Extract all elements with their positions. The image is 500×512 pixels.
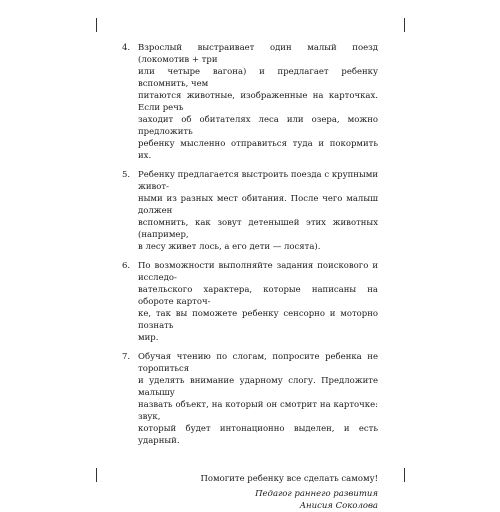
signature-name: Анисия Соколова [299,501,378,511]
crop-mark-bottom-left [96,468,97,482]
item-text: По возможности выполняйте задания поискового и исследо- вательского характера, которые написаны на обороте карточ- ке, так вы поможете ребенку сенсорно и моторно познать мир. [138,261,378,343]
item-number: 4. [122,43,131,53]
signature-role: Педагог раннего развития [255,489,378,499]
page-content [122,42,378,512]
crop-mark-top-left [96,18,97,32]
closing-line: Помогите ребенку все сделать самому! [200,474,378,484]
item-text: Взрослый выстраивает один малый поезд (локомотив + три или четыре вагона) и предлагает ребенку вспомнить, чем питаются животные, изображенные на карточках. Если речь заходит об обитателях леса или озера, можно предложить ребенку мысленно отправиться туда и покормить их. [138,43,378,161]
item-number: 5. [122,170,131,180]
list-item [122,260,378,344]
crop-mark-bottom-right [404,468,405,482]
item-number: 6. [122,261,131,271]
list-item [122,42,378,162]
list-item [122,351,378,447]
list-item [122,169,378,253]
item-number: 7. [122,352,131,362]
item-text: Обучая чтению по слогам, попросите ребенка не торопиться и уделять внимание ударному слогу. Предложите малышу назвать объект, на который он смотрит на карточке: звук, который будет интонационно выделен, и есть ударный. [138,352,378,446]
item-text: Ребенку предлагается выстроить поезда с крупными живот- ными из разных мест обитания. После чего малыш должен вспомнить, как зовут детенышей этих животных (например, в лесу живет лось, а его дети — лосята). [138,170,378,252]
crop-mark-top-right [404,18,405,32]
